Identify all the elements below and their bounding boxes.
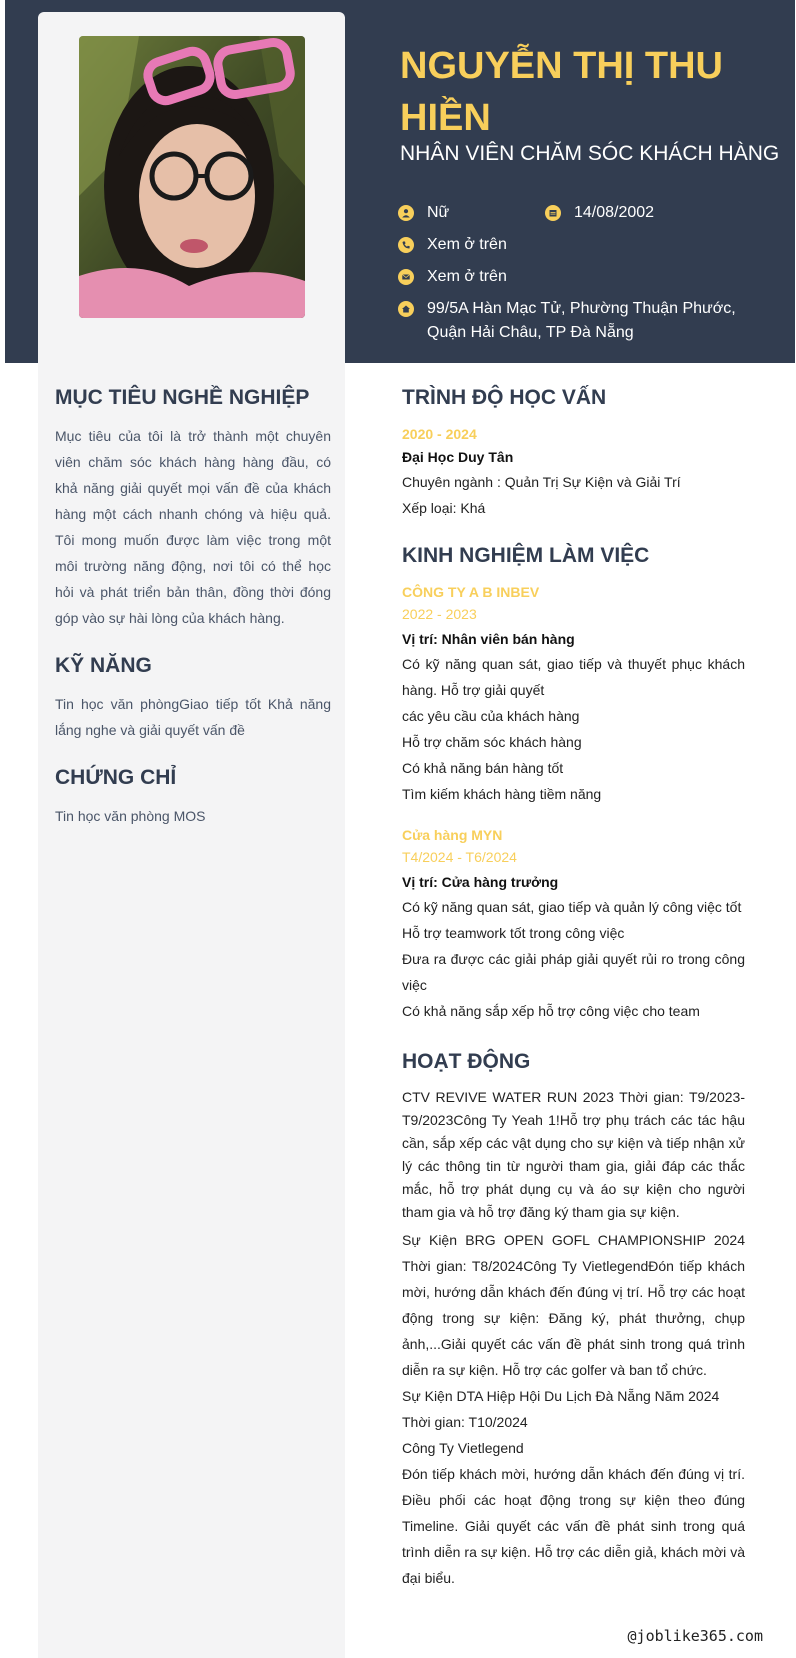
job-entry <box>402 581 745 807</box>
candidate-name: NGUYỄN THỊ THU HIỀN <box>400 45 723 139</box>
certs-text: Tin học văn phòng MOS <box>55 808 206 824</box>
education-title: TRÌNH ĐỘ HỌC VẤN <box>402 386 607 409</box>
phone-icon <box>398 237 414 253</box>
job-duty: Đưa ra được các giải pháp giải quyết rủi ro trong công việc <box>402 951 745 993</box>
profile-photo <box>79 36 305 318</box>
watermark: @joblike365.com <box>627 1627 763 1645</box>
job-position: Vị trí: Cửa hàng trưởng <box>402 874 559 890</box>
gender-row <box>398 201 449 225</box>
activity-date: Thời gian: T10/2024 <box>402 1414 528 1430</box>
job-period: 2022 - 2023 <box>402 606 477 622</box>
job-company: CÔNG TY A B INBEV <box>402 584 540 600</box>
phone-value: Xem ở trên <box>427 236 507 253</box>
job-duty: Hỗ trợ chăm sóc khách hàng <box>402 734 582 750</box>
job-period: T4/2024 - T6/2024 <box>402 849 517 865</box>
activity-entry: Đón tiếp khách mời, hướng dẫn khách đến đúng vị trí. Điều phối các hoạt động trong sự kiện theo đúng Timeline. Giải quyết các vấn đề phát sinh trong quá trình diễn ra sự kiện. Hỗ trợ các diễn giả, khách mời và đại biểu. <box>402 1466 745 1586</box>
birthdate-value: 14/08/2002 <box>574 204 655 221</box>
birthdate-row <box>545 201 654 225</box>
person-icon <box>398 205 414 221</box>
job-company: Cửa hàng MYN <box>402 827 503 843</box>
phone-row <box>398 233 507 257</box>
job-entry <box>402 824 745 1024</box>
job-position: Vị trí: Nhân viên bán hàng <box>402 631 575 647</box>
certs-title: CHỨNG CHỈ <box>55 766 177 789</box>
gender-value: Nữ <box>427 204 450 221</box>
skills-title: KỸ NĂNG <box>55 654 152 677</box>
activity-entry: CTV REVIVE WATER RUN 2023 Thời gian: T9/2023-T9/2023Công Ty Yeah 1!Hỗ trợ phụ trách các tác hậu cần, sắp xếp các vật dụng cho sự kiện và tiếp nhận xử lý các thông tin từ người tham gia, giải đáp các thắc mắc, hỗ trợ phát dụng cụ và áo sự kiện cho người tham gia và hỗ trợ đăng ký tham gia sự kiện. <box>402 1089 745 1220</box>
job-duty: Có khả năng sắp xếp hỗ trợ công việc cho team <box>402 1003 700 1019</box>
objective-text: Mục tiêu của tôi là trở thành một chuyên viên chăm sóc khách hàng hàng đầu, có khả năng giải quyết mọi vấn đề của khách hàng một cách nhanh chóng và hiệu quả. Tôi mong muốn được làm việc trong một môi trường năng động, nơi tôi có thể học hỏi và phát triển bản thân, đồng thời đóng góp vào sự hài lòng của khách hàng. <box>55 428 331 626</box>
mail-icon <box>398 269 414 285</box>
education-major: Chuyên ngành : Quản Trị Sự Kiện và Giải Trí <box>402 474 681 490</box>
job-duty: Hỗ trợ teamwork tốt trong công việc <box>402 925 625 941</box>
address-row <box>398 297 738 345</box>
email-row <box>398 265 507 289</box>
job-title: NHÂN VIÊN CHĂM SÓC KHÁCH HÀNG <box>400 142 780 165</box>
calendar-icon <box>545 205 561 221</box>
job-duty: Có kỹ năng quan sát, giao tiếp và quản lý công việc tốt <box>402 899 742 915</box>
activities-block <box>402 1086 745 1591</box>
experience-title: KINH NGHIỆM LÀM VIỆC <box>402 544 650 567</box>
job-duty: các yêu cầu của khách hàng <box>402 708 580 724</box>
activity-entry: Sự Kiện BRG OPEN GOFL CHAMPIONSHIP 2024 Thời gian: T8/2024Công Ty VietlegendĐón tiếp khách mời, hướng dẫn khách đến đúng vị trí. Hỗ trợ các hoạt động trong sự kiện: Đăng ký, phát thưởng, chụp ảnh,...Giải quyết các vấn đề phát sinh trong quá trình diễn ra sự kiện. Hỗ trợ các golfer và ban tổ chức. <box>402 1232 745 1378</box>
job-duty: Có kỹ năng quan sát, giao tiếp và thuyết phục khách hàng. Hỗ trợ giải quyết <box>402 656 745 698</box>
activity-company: Công Ty Vietlegend <box>402 1440 524 1456</box>
objective-title: MỤC TIÊU NGHỀ NGHIỆP <box>55 386 310 409</box>
email-value: Xem ở trên <box>427 268 507 285</box>
activities-title: HOẠT ĐỘNG <box>402 1050 531 1073</box>
education-period: 2020 - 2024 <box>402 426 477 442</box>
education-rank: Xếp loại: Khá <box>402 500 486 516</box>
job-duty: Có khả năng bán hàng tốt <box>402 760 564 776</box>
address-value: 99/5A Hàn Mạc Tử, Phường Thuận Phước, Quận Hải Châu, TP Đà Nẵng <box>427 300 736 341</box>
skills-text: Tin học văn phòngGiao tiếp tốt Khả năng lắng nghe và giải quyết vấn đề <box>55 696 331 738</box>
education-block <box>402 423 745 521</box>
home-icon <box>398 301 414 317</box>
education-school: Đại Học Duy Tân <box>402 449 514 465</box>
job-duty: Tìm kiếm khách hàng tiềm năng <box>402 786 602 802</box>
activity-heading: Sự Kiện DTA Hiệp Hội Du Lịch Đà Nẵng Năm 2024 <box>402 1388 720 1404</box>
